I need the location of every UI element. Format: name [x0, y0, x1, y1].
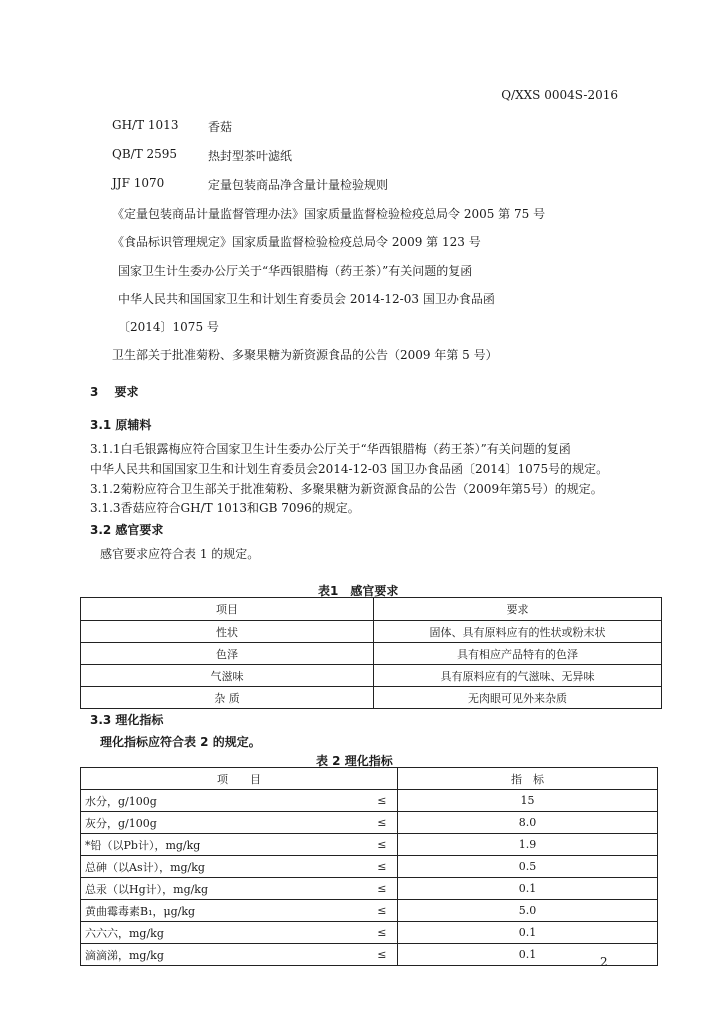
regulation-line: 〔2014〕1075 号	[118, 320, 219, 334]
regulation-line: 卫生部关于批准菊粉、多聚果糖为新资源食品的公告（2009 年第 5 号）	[112, 348, 498, 362]
section-3-3-text: 理化指标应符合表 2 的规定。	[100, 735, 261, 749]
section-3-1-item: 中华人民共和国国家卫生和计划生育委员会2014-12-03 国卫办食品函〔2014〕1075号的规定。	[90, 462, 609, 476]
table-cell: 气滋味	[81, 665, 374, 687]
table-row	[81, 878, 658, 900]
table-header-cell: 项 目	[81, 768, 398, 790]
table-cell: 具有相应产品特有的色泽	[374, 643, 662, 665]
table-cell: 8.0	[398, 812, 658, 834]
section-3-1-title: 3.1 原辅料	[90, 418, 152, 432]
reference-name: 香菇	[208, 120, 233, 134]
table-cell: 灰分，g/100g	[81, 812, 367, 834]
table-header-cell: 指 标	[398, 768, 658, 790]
reference-name: 热封型茶叶滤纸	[208, 149, 293, 163]
table-row	[81, 834, 658, 856]
section-3-title: 3 要求	[90, 385, 139, 399]
table-cell: 性状	[81, 621, 374, 643]
table-row	[81, 922, 658, 944]
reference-code: QB/T 2595	[112, 147, 178, 161]
section-3-2-title: 3.2 感官要求	[90, 523, 164, 537]
table-cell: 固体、具有原料应有的性状或粉末状	[374, 621, 662, 643]
table-cell: 0.5	[398, 856, 658, 878]
reference-code: GH/T 1013	[112, 118, 179, 132]
document-code: Q/XXS 0004S-2016	[501, 88, 618, 102]
regulation-line: 国家卫生计生委办公厅关于“华西银腊梅（药王茶）”有关问题的复函	[118, 264, 473, 278]
reference-name: 定量包装商品净含量计量检验规则	[208, 178, 389, 192]
table-cell: ≤	[367, 856, 398, 878]
regulation-line: 中华人民共和国国家卫生和计划生育委员会 2014-12-03 国卫办食品函	[118, 292, 495, 306]
table-cell: 六六六，mg/kg	[81, 922, 367, 944]
table-cell: 0.1	[398, 944, 658, 966]
table-row	[81, 687, 662, 709]
table-cell: 1.9	[398, 834, 658, 856]
reference-code: JJF 1070	[112, 176, 165, 190]
sensory-requirements-table	[80, 597, 662, 709]
table-cell: ≤	[367, 834, 398, 856]
table-cell: 无肉眼可见外来杂质	[374, 687, 662, 709]
table-row	[81, 790, 658, 812]
table-cell: ≤	[367, 878, 398, 900]
table-cell: 总汞（以Hg计），mg/kg	[81, 878, 367, 900]
table-cell: 0.1	[398, 878, 658, 900]
table-row	[81, 944, 658, 966]
table-cell: 色泽	[81, 643, 374, 665]
section-3-1-item: 3.1.2菊粉应符合卫生部关于批准菊粉、多聚果糖为新资源食品的公告（2009年第5号）的规定。	[90, 482, 603, 496]
table-cell: 杂 质	[81, 687, 374, 709]
table-cell: ≤	[367, 944, 398, 966]
section-3-2-text: 感官要求应符合表 1 的规定。	[100, 547, 260, 561]
regulation-line: 《定量包装商品计量监督管理办法》国家质量监督检验检疫总局令 2005 第 75 号	[112, 207, 546, 221]
table-cell: 具有原料应有的气滋味、无异味	[374, 665, 662, 687]
table-row	[81, 643, 662, 665]
table-cell: 5.0	[398, 900, 658, 922]
table-2-caption: 表 2 理化指标	[316, 754, 393, 768]
table-row	[81, 812, 658, 834]
table-header-row	[81, 768, 658, 790]
section-3-1-item: 3.1.1白毛银露梅应符合国家卫生计生委办公厅关于“华西银腊梅（药王茶）”有关问题的复函	[90, 442, 571, 456]
table-cell: 黄曲霉毒素B₁，μg/kg	[81, 900, 367, 922]
table-cell: ≤	[367, 812, 398, 834]
table-cell: *铅（以Pb计），mg/kg	[81, 834, 367, 856]
table-row	[81, 900, 658, 922]
physicochemical-indicators-table	[80, 767, 658, 966]
table-header-cell: 要求	[374, 598, 662, 621]
table-header-row	[81, 598, 662, 621]
table-row	[81, 621, 662, 643]
table-cell: 15	[398, 790, 658, 812]
table-row	[81, 856, 658, 878]
table-row	[81, 665, 662, 687]
page-number: 2	[600, 955, 608, 969]
table-1-caption: 表1 感官要求	[318, 584, 399, 598]
table-header-cell: 项目	[81, 598, 374, 621]
table-cell: 水分，g/100g	[81, 790, 367, 812]
table-cell: ≤	[367, 922, 398, 944]
table-cell: 0.1	[398, 922, 658, 944]
section-3-3-title: 3.3 理化指标	[90, 713, 164, 727]
table-cell: 总砷（以As计），mg/kg	[81, 856, 367, 878]
table-cell: 滴滴涕，mg/kg	[81, 944, 367, 966]
regulation-line: 《食品标识管理规定》国家质量监督检验检疫总局令 2009 第 123 号	[112, 235, 481, 249]
table-cell: ≤	[367, 900, 398, 922]
section-3-1-item: 3.1.3香菇应符合GH/T 1013和GB 7096的规定。	[90, 501, 360, 515]
table-cell: ≤	[367, 790, 398, 812]
